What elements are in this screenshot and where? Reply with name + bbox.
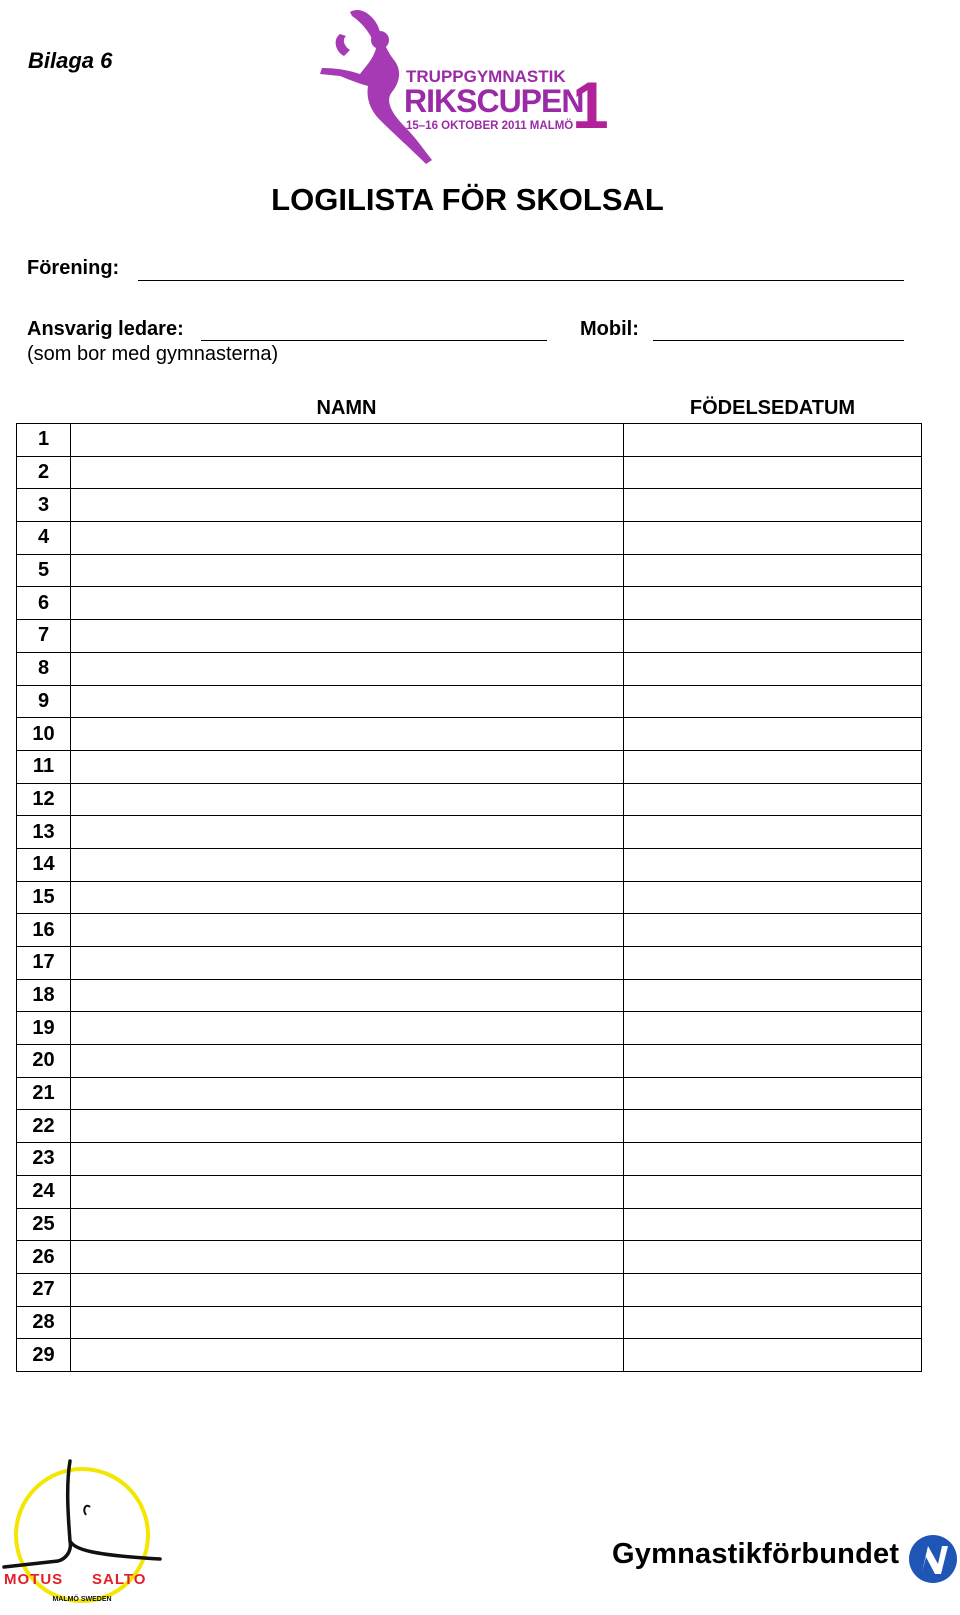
club-logo-city: MALMÖ SWEDEN [52, 1596, 112, 1603]
table-row [17, 979, 922, 1012]
name-cell[interactable] [71, 1208, 624, 1241]
table-row [17, 1273, 922, 1306]
name-cell[interactable] [71, 1143, 624, 1176]
birthdate-cell[interactable] [624, 489, 922, 522]
birthdate-cell[interactable] [624, 1306, 922, 1339]
row-number: 15 [17, 881, 71, 914]
name-cell[interactable] [71, 979, 624, 1012]
row-number: 18 [17, 979, 71, 1012]
row-number: 6 [17, 587, 71, 620]
birthdate-cell[interactable] [624, 1175, 922, 1208]
column-header-birthdate: FÖDELSEDATUM [689, 397, 856, 419]
name-cell[interactable] [71, 1110, 624, 1143]
birthdate-cell[interactable] [624, 1241, 922, 1274]
table-row [17, 816, 922, 849]
table-row [17, 1143, 922, 1176]
table-row [17, 620, 922, 653]
name-cell[interactable] [71, 489, 624, 522]
table-row [17, 424, 922, 457]
birthdate-cell[interactable] [624, 1208, 922, 1241]
table-row [17, 685, 922, 718]
row-number: 3 [17, 489, 71, 522]
table-row [17, 456, 922, 489]
birthdate-cell[interactable] [624, 979, 922, 1012]
birthdate-cell[interactable] [624, 652, 922, 685]
name-cell[interactable] [71, 554, 624, 587]
name-cell[interactable] [71, 783, 624, 816]
row-number: 21 [17, 1077, 71, 1110]
name-cell[interactable] [71, 424, 624, 457]
row-number: 26 [17, 1241, 71, 1274]
birthdate-cell[interactable] [624, 1339, 922, 1372]
row-number: 1 [17, 424, 71, 457]
event-logo-line2: RIKSCUPEN [404, 83, 584, 119]
name-cell[interactable] [71, 1077, 624, 1110]
table-row [17, 1241, 922, 1274]
table-row [17, 1208, 922, 1241]
event-logo [320, 4, 620, 172]
club-logo-name-left: MOTUS [4, 1571, 64, 1588]
name-cell[interactable] [71, 914, 624, 947]
club-field[interactable] [138, 280, 904, 281]
event-logo-line1: TRUPPGYMNASTIK [406, 67, 566, 86]
name-cell[interactable] [71, 718, 624, 751]
table-row [17, 783, 922, 816]
leader-note: (som bor med gymnasterna) [27, 343, 279, 365]
row-number: 2 [17, 456, 71, 489]
row-number: 28 [17, 1306, 71, 1339]
table-row [17, 522, 922, 555]
birthdate-cell[interactable] [624, 424, 922, 457]
row-number: 7 [17, 620, 71, 653]
row-number: 8 [17, 652, 71, 685]
row-number: 17 [17, 947, 71, 980]
row-number: 14 [17, 848, 71, 881]
name-cell[interactable] [71, 587, 624, 620]
signup-table [16, 423, 922, 1372]
row-number: 10 [17, 718, 71, 751]
name-cell[interactable] [71, 848, 624, 881]
name-cell[interactable] [71, 816, 624, 849]
mobile-label: Mobil: [580, 318, 639, 340]
name-cell[interactable] [71, 1012, 624, 1045]
name-cell[interactable] [71, 1273, 624, 1306]
table-row [17, 1110, 922, 1143]
row-number: 5 [17, 554, 71, 587]
table-row [17, 1012, 922, 1045]
club-logo-figure [4, 1461, 160, 1567]
federation-name: Gymnastikförbundet [612, 1538, 900, 1570]
name-cell[interactable] [71, 652, 624, 685]
table-row [17, 1306, 922, 1339]
mobile-field[interactable] [653, 340, 904, 341]
row-number: 24 [17, 1175, 71, 1208]
row-number: 12 [17, 783, 71, 816]
table-row [17, 1339, 922, 1372]
name-cell[interactable] [71, 1241, 624, 1274]
row-number: 13 [17, 816, 71, 849]
name-cell[interactable] [71, 620, 624, 653]
birthdate-cell[interactable] [624, 947, 922, 980]
leader-label: Ansvarig ledare: [27, 318, 184, 340]
birthdate-cell[interactable] [624, 1045, 922, 1078]
table-row [17, 914, 922, 947]
birthdate-cell[interactable] [624, 522, 922, 555]
row-number: 16 [17, 914, 71, 947]
birthdate-cell[interactable] [624, 1012, 922, 1045]
birthdate-cell[interactable] [624, 848, 922, 881]
birthdate-cell[interactable] [624, 914, 922, 947]
club-logo-name-right: SALTO [92, 1571, 147, 1588]
row-number: 19 [17, 1012, 71, 1045]
row-number: 20 [17, 1045, 71, 1078]
name-cell[interactable] [71, 522, 624, 555]
table-row [17, 848, 922, 881]
name-cell[interactable] [71, 947, 624, 980]
club-label: Förening: [27, 257, 120, 279]
table-row [17, 881, 922, 914]
birthdate-cell[interactable] [624, 1273, 922, 1306]
name-cell[interactable] [71, 685, 624, 718]
name-cell[interactable] [71, 881, 624, 914]
table-row [17, 750, 922, 783]
table-row [17, 554, 922, 587]
name-cell[interactable] [71, 1306, 624, 1339]
row-number: 27 [17, 1273, 71, 1306]
table-row [17, 947, 922, 980]
row-number: 22 [17, 1110, 71, 1143]
federation-logo-icon [908, 1534, 958, 1584]
row-number: 11 [17, 750, 71, 783]
event-logo-badge: 1 [572, 68, 609, 142]
row-number: 29 [17, 1339, 71, 1372]
row-number: 23 [17, 1143, 71, 1176]
birthdate-cell[interactable] [624, 881, 922, 914]
birthdate-cell[interactable] [624, 554, 922, 587]
birthdate-cell[interactable] [624, 1077, 922, 1110]
table-row [17, 489, 922, 522]
name-cell[interactable] [71, 1175, 624, 1208]
birthdate-cell[interactable] [624, 587, 922, 620]
birthdate-cell[interactable] [624, 620, 922, 653]
page-title: LOGILISTA FÖR SKOLSAL [271, 182, 664, 217]
birthdate-cell[interactable] [624, 816, 922, 849]
name-cell[interactable] [71, 1339, 624, 1372]
leader-field[interactable] [201, 340, 547, 341]
birthdate-cell[interactable] [624, 1110, 922, 1143]
column-header-name: NAMN [316, 397, 377, 419]
table-row [17, 652, 922, 685]
club-logo [0, 1455, 165, 1615]
attachment-label: Bilaga 6 [28, 48, 113, 73]
birthdate-cell[interactable] [624, 783, 922, 816]
birthdate-cell[interactable] [624, 750, 922, 783]
birthdate-cell[interactable] [624, 685, 922, 718]
row-number: 9 [17, 685, 71, 718]
row-number: 25 [17, 1208, 71, 1241]
name-cell[interactable] [71, 1045, 624, 1078]
row-number: 4 [17, 522, 71, 555]
birthdate-cell[interactable] [624, 1143, 922, 1176]
table-row [17, 587, 922, 620]
name-cell[interactable] [71, 750, 624, 783]
birthdate-cell[interactable] [624, 718, 922, 751]
table-row [17, 1175, 922, 1208]
name-cell[interactable] [71, 456, 624, 489]
table-row [17, 1077, 922, 1110]
table-row [17, 1045, 922, 1078]
event-logo-line3: 15–16 OKTOBER 2011 MALMÖ [406, 120, 574, 132]
table-row [17, 718, 922, 751]
birthdate-cell[interactable] [624, 456, 922, 489]
club-logo-head [84, 1506, 90, 1515]
